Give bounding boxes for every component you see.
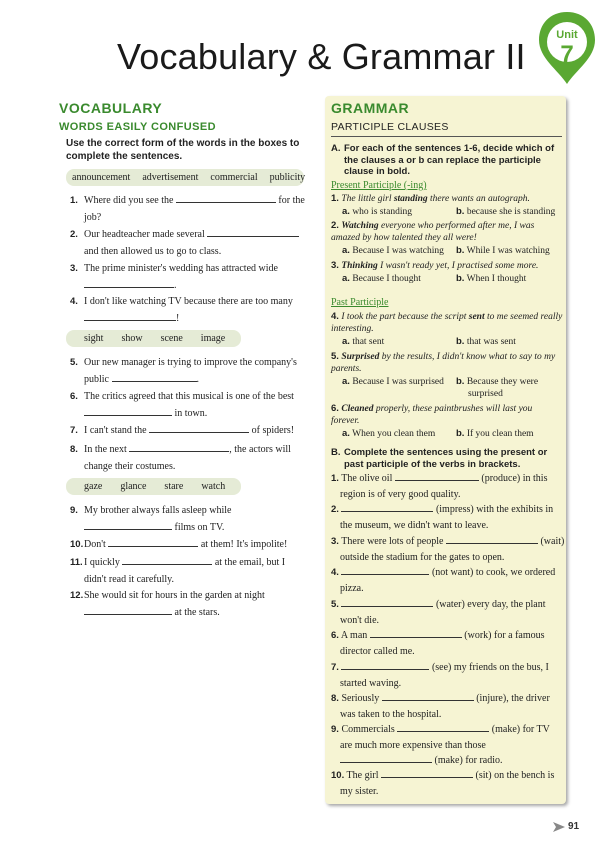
vocabulary-heading: VOCABULARY — [59, 100, 163, 116]
completion-item — [331, 722, 565, 769]
item-number: 6. — [331, 630, 339, 641]
completion-item — [331, 768, 565, 799]
answer-blank[interactable] — [341, 660, 429, 670]
item-text: (work) for a famous — [461, 630, 545, 641]
question-text-post: I wasn't ready yet, I practised some more. — [377, 261, 539, 271]
item-text: job? — [84, 211, 102, 223]
item-number: 5. — [70, 357, 78, 368]
word-option: sight — [84, 333, 104, 344]
vocabulary-instruction: Use the correct form of the words in the boxes to complete the sentences. — [66, 138, 300, 162]
item-text: ! — [176, 312, 180, 324]
option-label: b. — [456, 273, 465, 284]
option-a[interactable] — [342, 336, 452, 348]
question-text-post: to me seemed really interesting. — [331, 312, 563, 334]
participle-clause: Cleaned — [341, 404, 374, 414]
option-b[interactable] — [456, 245, 566, 257]
option-label: b. — [456, 206, 465, 217]
page-number: 91 — [568, 821, 580, 832]
word-option: watch — [201, 481, 226, 492]
item-text: (make) for radio. — [432, 755, 503, 766]
option-label: b. — [456, 245, 465, 256]
item-number: 4. — [331, 567, 339, 578]
grammar-subheading: PARTICIPLE CLAUSES — [331, 121, 449, 133]
answer-blank[interactable] — [340, 753, 432, 763]
item-text: The girl — [346, 770, 381, 781]
answer-blank[interactable] — [395, 471, 479, 481]
option-text: because she is standing — [466, 207, 556, 217]
item-text: My brother always falls asleep while — [84, 505, 232, 516]
item-text: (make) for TV — [489, 724, 550, 735]
item-number: 5. — [331, 599, 339, 610]
option-label: b. — [456, 336, 465, 347]
question-text-pre: I took the part because the script — [341, 312, 469, 322]
item-text: outside the stadium for the gates to open. — [340, 551, 505, 563]
option-label: a. — [342, 206, 350, 217]
grammar-heading: GRAMMAR — [331, 100, 410, 116]
answer-blank[interactable] — [108, 537, 198, 547]
completion-item — [331, 660, 565, 691]
option-text: Because I was watching — [352, 246, 444, 256]
divider — [331, 136, 562, 137]
item-text: (sit) on the bench is — [472, 770, 555, 781]
item-text: I don't like watching TV because there are too many — [84, 296, 293, 307]
item-text: pizza. — [340, 582, 364, 594]
item-text: (not want) to cook, we ordered — [429, 567, 556, 578]
participle-clause: Surprised — [341, 352, 380, 362]
option-b[interactable] — [456, 428, 566, 440]
question-text-post: everyone who performed after me, I was amazed by how talented they all were! — [331, 221, 535, 243]
item-number: 3. — [331, 260, 339, 271]
item-number: 12. — [70, 590, 84, 601]
vocab-item — [70, 588, 306, 621]
option-text: who is standing — [352, 207, 412, 217]
participle-clause: Watching — [341, 221, 379, 231]
participle-question — [331, 260, 563, 272]
item-text: at the stars. — [172, 606, 220, 618]
option-label: b. — [456, 428, 465, 439]
item-text: Seriously — [341, 693, 382, 704]
option-text: When I thought — [466, 274, 527, 284]
answer-blank[interactable] — [149, 423, 249, 433]
option-a[interactable] — [342, 376, 452, 388]
item-number: 10. — [331, 770, 345, 781]
item-number: 3. — [331, 536, 339, 547]
question-text — [331, 352, 555, 374]
word-option: publicity — [269, 172, 306, 183]
past-participle-label: Past Participle — [331, 297, 389, 308]
item-text: are much more expensive than those — [340, 739, 486, 751]
item-text: was taken to the hospital. — [340, 708, 442, 720]
item-number: 1. — [70, 195, 78, 206]
next-arrow-icon — [553, 821, 565, 833]
option-label: a. — [342, 336, 350, 347]
option-label: a. — [342, 273, 350, 284]
answer-blank[interactable] — [397, 722, 489, 732]
participle-question — [331, 351, 563, 375]
unit-number: 7 — [560, 41, 574, 68]
completion-item — [331, 565, 565, 596]
option-b[interactable] — [456, 376, 566, 400]
item-text: at them! It's impolite! — [198, 539, 288, 550]
item-number: 6. — [331, 403, 339, 414]
question-text — [331, 312, 562, 334]
item-text: , the actors will — [229, 444, 291, 455]
completion-item — [331, 502, 565, 533]
participle-question — [331, 311, 563, 335]
vocab-item — [70, 227, 306, 260]
participle-question — [331, 193, 563, 205]
question-text — [331, 404, 532, 426]
option-label: a. — [342, 428, 350, 439]
answer-blank[interactable] — [381, 768, 473, 778]
participle-clause: sent — [468, 312, 485, 322]
answer-blank[interactable] — [446, 534, 538, 544]
item-number: 2. — [70, 229, 78, 240]
item-number: 2. — [331, 504, 339, 515]
item-text: for the — [275, 195, 305, 206]
item-text: (produce) in this — [478, 473, 548, 484]
word-box-3 — [66, 478, 241, 495]
participle-question — [331, 403, 563, 427]
item-text: The olive oil — [341, 473, 395, 484]
vocab-item — [70, 503, 306, 536]
item-number: 5. — [331, 351, 339, 362]
item-text: in town. — [172, 407, 208, 419]
answer-blank[interactable] — [176, 193, 276, 203]
item-text: won't die. — [340, 614, 380, 626]
item-text: didn't read it carefully. — [84, 573, 175, 585]
unit-badge — [536, 10, 598, 86]
question-text — [341, 194, 530, 204]
option-a[interactable] — [342, 206, 452, 218]
item-text: started waving. — [340, 677, 402, 689]
word-option: advertisement — [142, 172, 199, 183]
vocab-item — [70, 389, 306, 422]
item-number: 8. — [331, 693, 339, 704]
option-text: While I was watching — [466, 246, 550, 256]
answer-blank[interactable] — [382, 691, 474, 701]
item-text: Where did you see the — [84, 195, 176, 206]
item-number: 10. — [70, 539, 84, 550]
word-option: announcement — [72, 172, 131, 183]
item-text: There were lots of people — [341, 536, 446, 547]
item-number: 4. — [331, 311, 339, 322]
item-text: films on TV. — [172, 521, 225, 533]
completion-item — [331, 534, 565, 565]
question-text — [341, 261, 538, 271]
option-b[interactable] — [456, 206, 566, 218]
answer-blank[interactable] — [84, 605, 172, 615]
present-participle-label: Present Participle (-ing) — [331, 180, 427, 191]
word-box-1 — [66, 169, 304, 186]
item-text: (water) every day, the plant — [433, 599, 546, 610]
item-text: my sister. — [340, 785, 379, 797]
item-number: 7. — [70, 425, 78, 436]
vocab-item — [70, 537, 306, 554]
option-label: a. — [342, 245, 350, 256]
word-option: gaze — [84, 481, 103, 492]
participle-clause: standing — [393, 194, 428, 204]
item-number: 4. — [70, 296, 78, 307]
item-text: of spiders! — [249, 425, 295, 436]
option-text: Because I was surprised — [352, 377, 444, 387]
item-text: (injure), the driver — [473, 693, 550, 704]
item-text: The critics agreed that this musical is one of the best — [84, 391, 294, 402]
option-b[interactable] — [456, 273, 566, 285]
vocab-item — [70, 193, 306, 226]
item-text: change their costumes. — [84, 460, 176, 472]
item-number: 9. — [70, 505, 78, 516]
item-text: I can't stand the — [84, 425, 150, 436]
word-box-2 — [66, 330, 241, 347]
item-number: 2. — [331, 220, 339, 231]
word-option: show — [121, 333, 143, 344]
item-text: (impress) with the exhibits in — [433, 504, 554, 515]
item-text: public — [84, 373, 112, 385]
answer-blank[interactable] — [84, 311, 176, 321]
item-number: 6. — [70, 391, 78, 402]
item-text: and then allowed us to go to class. — [84, 245, 222, 257]
answer-blank[interactable] — [207, 227, 299, 237]
option-label: b. — [456, 376, 465, 387]
answer-blank[interactable] — [341, 502, 433, 512]
question-text-post: by the results, I didn't know what to say to my parents. — [331, 352, 556, 374]
question-text-post: there wants an autograph. — [427, 194, 530, 204]
word-option: commercial — [210, 172, 258, 183]
vocab-item — [70, 294, 306, 327]
item-text: at the email, but I — [212, 557, 286, 568]
item-number: 7. — [331, 662, 339, 673]
item-text: The prime minister's wedding has attracted wide — [84, 263, 278, 274]
item-number: 3. — [70, 263, 78, 274]
answer-blank[interactable] — [370, 628, 462, 638]
item-text: A man — [340, 630, 370, 641]
item-text: I quickly — [84, 557, 123, 568]
item-text: She would sit for hours in the garden at night — [84, 590, 265, 601]
completion-item — [331, 597, 565, 628]
page-title: Vocabulary & Grammar II — [117, 36, 526, 77]
question-text — [331, 221, 534, 243]
vocab-item — [70, 355, 306, 388]
option-text: that was sent — [466, 337, 516, 347]
answer-blank[interactable] — [84, 278, 174, 288]
answer-blank[interactable] — [129, 442, 229, 452]
question-text-pre: The little girl — [341, 194, 394, 204]
item-text: In the next — [84, 444, 130, 455]
item-text — [331, 755, 340, 766]
vocab-item — [70, 261, 306, 294]
item-text: Commercials — [341, 724, 398, 735]
instruction-b-label: B. — [331, 447, 341, 458]
option-text: that sent — [352, 337, 385, 347]
item-text: . — [174, 279, 177, 291]
vocabulary-subheading: WORDS EASILY CONFUSED — [59, 121, 216, 133]
answer-blank[interactable] — [84, 406, 172, 416]
item-text: (see) my friends on the bus, I — [429, 662, 549, 673]
word-option: scene — [160, 333, 183, 344]
answer-blank[interactable] — [84, 520, 172, 530]
item-number: 1. — [331, 473, 339, 484]
unit-label: Unit — [556, 29, 578, 41]
item-number: 8. — [70, 444, 78, 455]
vocab-item — [70, 423, 306, 440]
item-text: Don't — [84, 539, 109, 550]
answer-blank[interactable] — [112, 372, 197, 382]
option-a[interactable] — [342, 273, 452, 285]
word-option: glance — [120, 481, 147, 492]
item-number: 1. — [331, 193, 339, 204]
option-b[interactable] — [456, 336, 566, 348]
word-option: image — [200, 333, 226, 344]
answer-blank[interactable] — [341, 597, 433, 607]
option-label: a. — [342, 376, 350, 387]
item-text: (wait) — [537, 536, 565, 547]
instruction-a-label: A. — [331, 143, 341, 154]
option-a[interactable] — [342, 428, 452, 440]
item-text: Our new manager is trying to improve the company's — [84, 357, 297, 368]
item-text: region is of very good quality. — [340, 488, 461, 500]
vocab-item — [70, 555, 306, 588]
option-text: If you clean them — [466, 429, 534, 439]
option-text: Because they were surprised — [466, 377, 539, 399]
completion-item — [331, 691, 565, 722]
word-option: stare — [164, 481, 184, 492]
item-text: director called me. — [340, 645, 415, 657]
option-text: Because I thought — [352, 274, 421, 284]
option-a[interactable] — [342, 245, 452, 257]
question-text-post: properly, these paintbrushes will last you forever. — [331, 404, 533, 426]
instruction-b: Complete the sentences using the present or past participle of the verbs in brackets. — [344, 447, 548, 470]
participle-question — [331, 220, 563, 244]
completion-item — [331, 628, 565, 659]
item-number: 9. — [331, 724, 339, 735]
item-text: . — [196, 373, 199, 385]
item-text: the museum, we didn't want to leave. — [340, 519, 489, 531]
answer-blank[interactable] — [341, 565, 429, 575]
instruction-a: For each of the sentences 1-6, decide which of the clauses a or b can replace the participle clause in bold. — [344, 143, 555, 177]
answer-blank[interactable] — [122, 555, 212, 565]
completion-item — [331, 471, 565, 502]
participle-clause: Thinking — [341, 261, 378, 271]
option-text: When you clean them — [352, 429, 436, 439]
vocab-item — [70, 442, 306, 475]
item-number: 11. — [70, 557, 83, 568]
item-text: Our headteacher made several — [84, 229, 208, 240]
